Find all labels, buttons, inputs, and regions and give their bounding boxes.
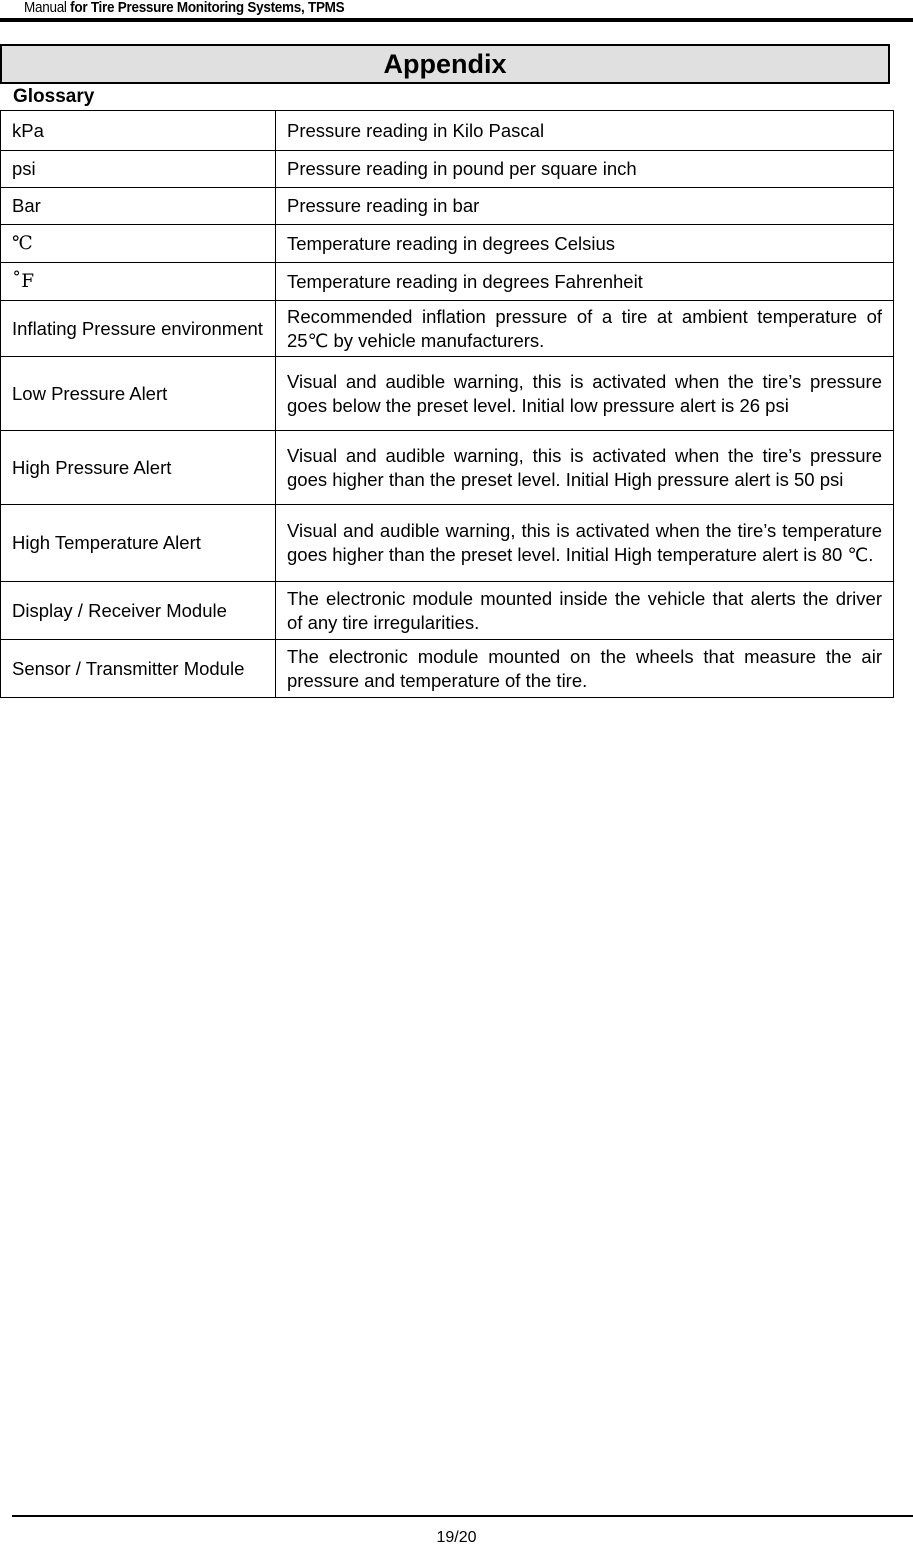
- glossary-definition: The electronic module mounted inside the vehicle that alerts the driver of any tire irregularities.: [276, 582, 894, 640]
- table-row: [1, 111, 894, 151]
- glossary-term: Sensor / Transmitter Module: [1, 640, 276, 698]
- page-header: [0, 0, 913, 22]
- glossary-table: [0, 110, 894, 698]
- glossary-term: ℃: [1, 225, 276, 263]
- table-row: [1, 225, 894, 263]
- glossary-definition: Pressure reading in Kilo Pascal: [276, 111, 894, 151]
- glossary-definition: Recommended inflation pressure of a tire at ambient temperature of 25℃ by vehicle manufacturers.: [276, 301, 894, 357]
- glossary-definition: Pressure reading in bar: [276, 188, 894, 225]
- glossary-definition: The electronic module mounted on the wheels that measure the air pressure and temperature of the tire.: [276, 640, 894, 698]
- table-row: [1, 640, 894, 698]
- glossary-term: Bar: [1, 188, 276, 225]
- glossary-term: kPa: [1, 111, 276, 151]
- table-row: [1, 582, 894, 640]
- table-row: [1, 151, 894, 188]
- glossary-definition: Visual and audible warning, this is activated when the tire’s temperature goes higher than the preset level. Initial High temperature alert is 80 ℃.: [276, 505, 894, 582]
- section-title: Appendix: [0, 44, 890, 84]
- glossary-term: Display / Receiver Module: [1, 582, 276, 640]
- header-text: [24, 0, 344, 16]
- glossary-definition: Visual and audible warning, this is activated when the tire’s pressure goes higher than the preset level. Initial High pressure alert is 50 psi: [276, 431, 894, 505]
- table-row: [1, 263, 894, 301]
- glossary-term: psi: [1, 151, 276, 188]
- table-row: [1, 505, 894, 582]
- glossary-definition: Pressure reading in pound per square inch: [276, 151, 894, 188]
- glossary-definition: Temperature reading in degrees Fahrenheit: [276, 263, 894, 301]
- header-prefix: Manual: [24, 0, 67, 16]
- glossary-term: High Temperature Alert: [1, 505, 276, 582]
- table-row: [1, 301, 894, 357]
- glossary-label: Glossary: [13, 86, 95, 107]
- glossary-definition: Temperature reading in degrees Celsius: [276, 225, 894, 263]
- table-row: [1, 431, 894, 505]
- glossary-term: Inflating Pressure environment: [1, 301, 276, 357]
- glossary-term: High Pressure Alert: [1, 431, 276, 505]
- glossary-term: ˚F: [1, 263, 276, 301]
- page-number: 19/20: [436, 1529, 477, 1546]
- table-row: [1, 188, 894, 225]
- header-title: for Tire Pressure Monitoring Systems, TPMS: [70, 0, 345, 16]
- glossary-term: Low Pressure Alert: [1, 357, 276, 431]
- glossary-definition: Visual and audible warning, this is activated when the tire’s pressure goes below the preset level. Initial low pressure alert is 26 psi: [276, 357, 894, 431]
- footer-divider: [12, 1515, 913, 1517]
- table-row: [1, 357, 894, 431]
